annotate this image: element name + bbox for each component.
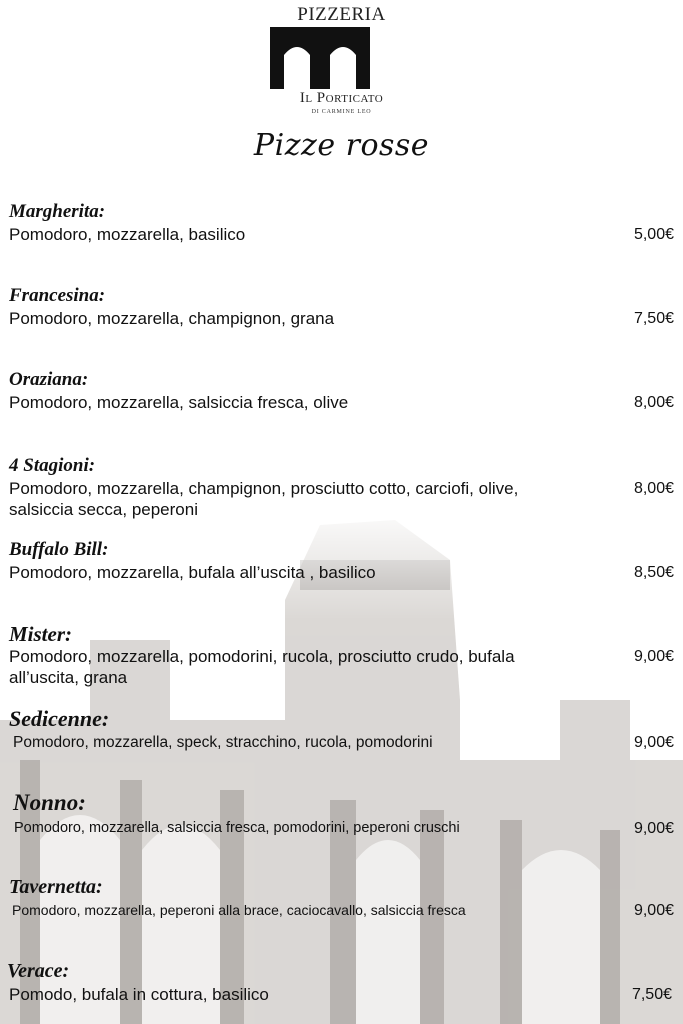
item-name: Nonno: — [13, 790, 86, 815]
item-name: Verace: — [7, 960, 70, 982]
menu-item — [7, 958, 672, 1005]
menu-item — [9, 454, 674, 520]
menu-item — [9, 538, 674, 583]
menu-item — [9, 200, 674, 245]
item-price: 9,00€ — [633, 734, 674, 751]
item-price: 5,00€ — [633, 226, 674, 243]
item-price: 9,00€ — [633, 648, 674, 665]
item-description: Pomodoro, mozzarella, salsiccia fresca, pomodorini, peperoni cruschi — [14, 820, 460, 836]
menu-item — [9, 368, 674, 413]
item-price: 9,00€ — [633, 902, 674, 919]
item-price: 9,00€ — [633, 820, 674, 837]
item-name: Mister: — [9, 622, 72, 646]
menu-item — [9, 706, 674, 753]
menu-item — [9, 788, 674, 839]
item-description: Pomodoro, mozzarella, champignon, prosciutto cotto, carciofi, olive, salsiccia secca, peperoni — [9, 479, 519, 519]
item-description: Pomodoro, mozzarella, speck, stracchino, rucola, pomodorini — [13, 734, 433, 751]
item-name: Margherita: — [9, 201, 106, 222]
menu-item — [9, 622, 674, 688]
item-price: 7,50€ — [631, 986, 672, 1003]
item-price: 8,50€ — [633, 564, 674, 581]
item-name: Buffalo Bill: — [9, 539, 109, 560]
brand-top-text: PIZZERIA — [297, 4, 386, 25]
item-name: Francesina: — [9, 285, 106, 306]
item-description: Pomodoro, mozzarella, pomodorini, rucola, prosciutto crudo, bufala all’uscita, grana — [9, 647, 515, 687]
item-name: 4 Stagioni: — [9, 455, 96, 476]
item-name: Oraziana: — [9, 369, 89, 390]
brand-name: Il Porticato — [299, 90, 384, 106]
item-price: 8,00€ — [633, 480, 674, 497]
item-name: Tavernetta: — [9, 876, 103, 898]
item-description: Pomodo, bufala in cottura, basilico — [9, 985, 269, 1004]
item-description: Pomodoro, mozzarella, champignon, grana — [9, 309, 335, 328]
item-price: 7,50€ — [633, 310, 674, 327]
brand-subtitle: DI CARMINE LEO — [311, 109, 372, 115]
menu-item — [9, 874, 674, 921]
menu-item — [9, 284, 674, 329]
item-description: Pomodoro, mozzarella, bufala all’uscita , basilico — [9, 563, 376, 582]
item-description: Pomodoro, mozzarella, peperoni alla brace, caciocavallo, salsiccia fresca — [12, 902, 466, 918]
item-description: Pomodoro, mozzarella, salsiccia fresca, olive — [9, 393, 349, 412]
item-name: Sedicenne: — [9, 706, 110, 731]
item-price: 8,00€ — [633, 394, 674, 411]
item-description: Pomodoro, mozzarella, basilico — [9, 225, 246, 244]
section-title: Pizze rosse — [253, 128, 430, 163]
